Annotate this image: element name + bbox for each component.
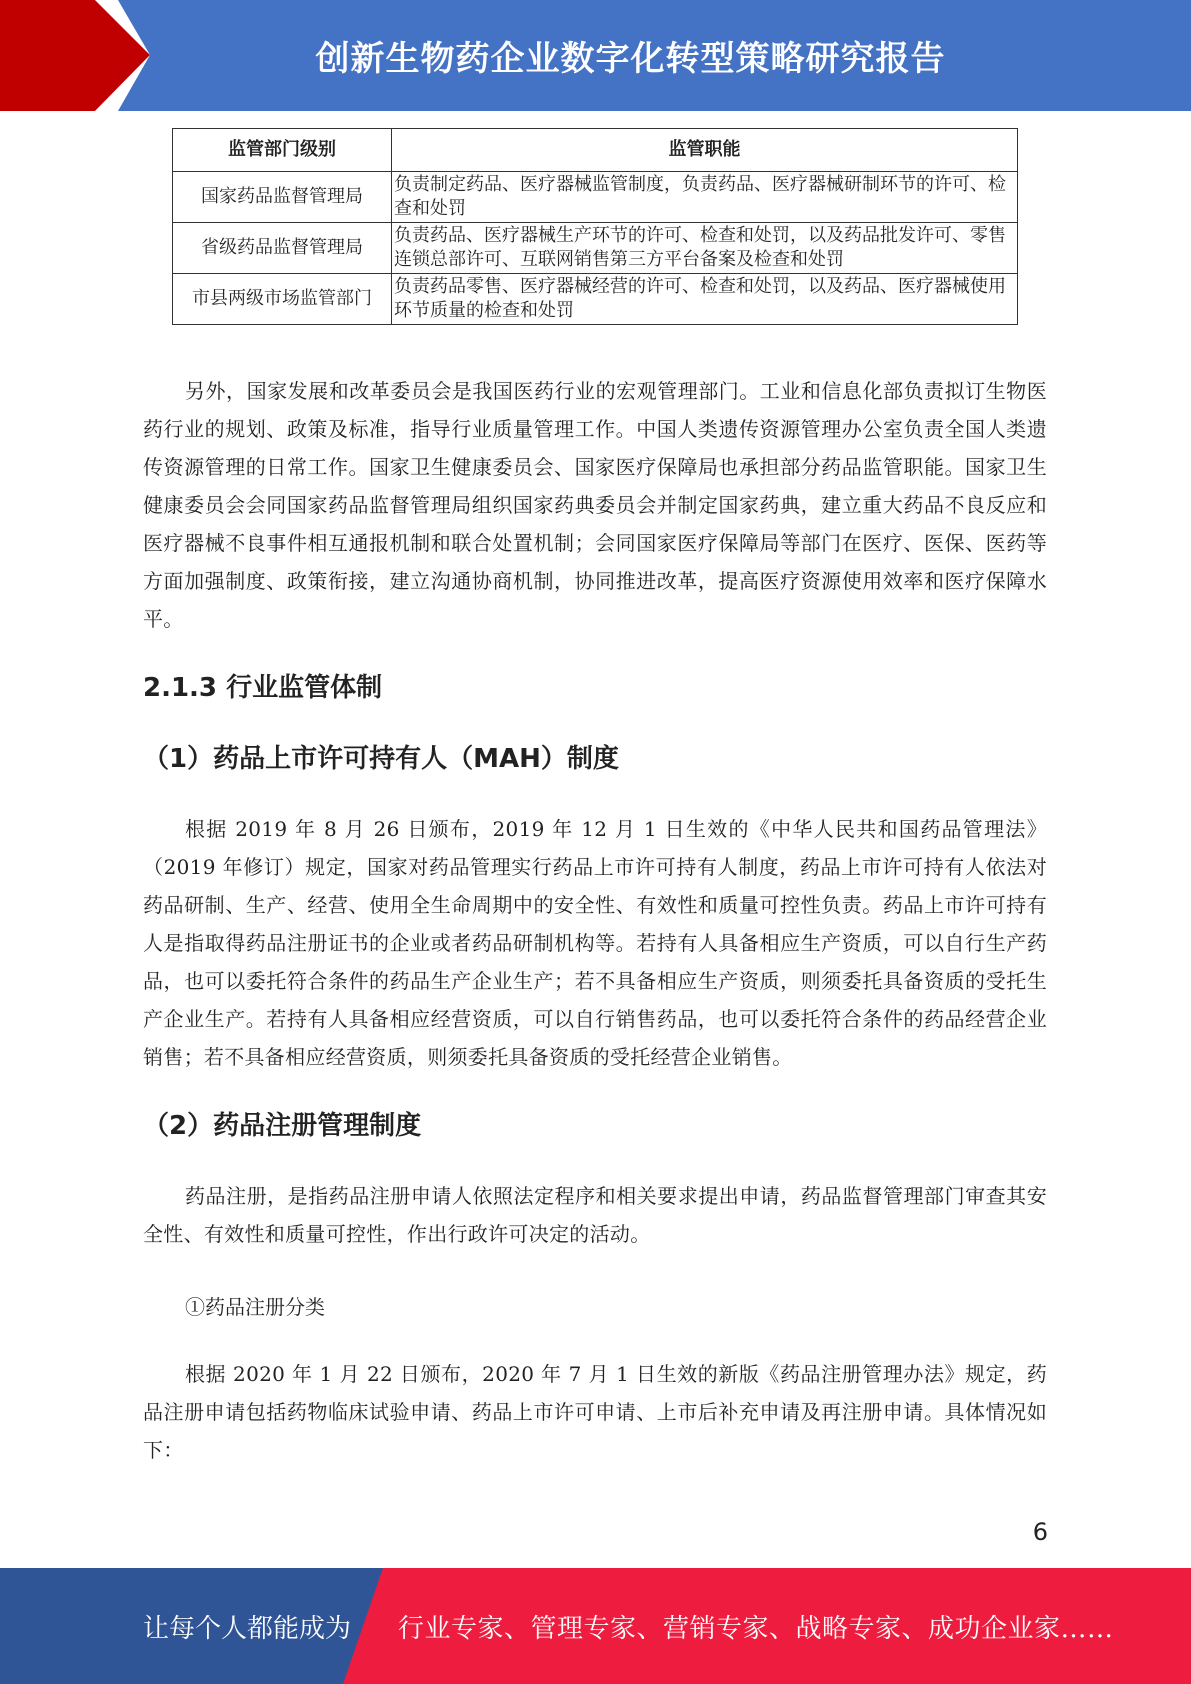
page-header (0, 0, 1191, 111)
subsection-heading-mah: （1）药品上市许可持有人（MAH）制度 (143, 744, 619, 774)
subsection-heading-registration: （2）药品注册管理制度 (143, 1111, 422, 1141)
report-title: 创新生物药企业数字化转型策略研究报告 (315, 39, 946, 79)
paragraph-oversight-agencies: 另外，国家发展和改革委员会是我国医药行业的宏观管理部门。工业和信息化部负责拟订生物医药行业的规划、政策及标准，指导行业质量管理工作。中国人类遗传资源管理办公室负责全国人类遗传资源管理的日常工作。国家卫生健康委员会、国家医疗保障局也承担部分药品监管职能。国家卫生健康委员会会同国家药品监督管理局组织国家药典委员会并制定国家药典，建立重大药品不良反应和医疗器械不良事件相互通报机制和联合处置机制；会同国家医疗保障局等部门在医疗、医保、医药等方面加强制度、政策衔接，建立沟通协商机制，协同推进改革，提高医疗资源使用效率和医疗保障水平。 (143, 379, 1047, 631)
footer-slogan-right: 行业专家、管理专家、营销专家、战略专家、成功企业家…… (398, 1613, 1114, 1644)
section-heading-2-1-3: 2.1.3 行业监管体制 (143, 673, 383, 703)
table-cell-function: 负责制定药品、医疗器械监管制度，负责药品、医疗器械研制环节的许可、检查和处罚 (392, 172, 1018, 223)
column-header-function: 监管职能 (392, 129, 1018, 172)
column-header-level: 监管部门级别 (173, 129, 392, 172)
table-row (173, 172, 1018, 223)
table-cell-function: 负责药品零售、医疗器械经营的许可、检查和处罚，以及药品、医疗器械使用环节质量的检查和处罚 (392, 274, 1018, 325)
footer-slogan-left: 让每个人都能成为 (143, 1613, 352, 1644)
paragraph-registration-definition: 药品注册，是指药品注册申请人依照法定程序和相关要求提出申请，药品监督管理部门审查其安全性、有效性和质量可控性，作出行政许可决定的活动。 (143, 1184, 1047, 1246)
table-header-row (173, 129, 1018, 172)
regulatory-table (172, 128, 1018, 325)
table-row (173, 223, 1018, 274)
table-cell-level: 市县两级市场监管部门 (173, 274, 392, 325)
table-cell-function: 负责药品、医疗器械生产环节的许可、检查和处罚，以及药品批发许可、零售连锁总部许可、互联网销售第三方平台备案及检查和处罚 (392, 223, 1018, 274)
page-footer (0, 1568, 1191, 1684)
page-number: 6 (1032, 1518, 1048, 1546)
table-cell-level: 国家药品监督管理局 (173, 172, 392, 223)
table-cell-level: 省级药品监督管理局 (173, 223, 392, 274)
paragraph-registration-rules: 根据 2020 年 1 月 22 日颁布，2020 年 7 月 1 日生效的新版《药品注册管理办法》规定，药品注册申请包括药物临床试验申请、药品上市许可申请、上市后补充申请及再注册申请。具体情况如下： (143, 1362, 1047, 1462)
item-registration-classification: ①药品注册分类 (185, 1295, 325, 1319)
paragraph-mah-system: 根据 2019 年 8 月 26 日颁布，2019 年 12 月 1 日生效的《中华人民共和国药品管理法》（2019 年修订）规定，国家对药品管理实行药品上市许可持有人制度，药品上市许可持有人依法对药品研制、生产、经营、使用全生命周期中的安全性、有效性和质量可控性负责。药品上市许可持有人是指取得药品注册证书的企业或者药品研制机构等。若持有人具备相应生产资质，可以自行生产药品，也可以委托符合条件的药品生产企业生产；若不具备相应生产资质，则须委托具备资质的受托生产企业生产。若持有人具备相应经营资质，可以自行销售药品，也可以委托符合条件的药品经营企业销售；若不具备相应经营资质，则须委托具备资质的受托经营企业销售。 (143, 817, 1047, 1069)
table-row (173, 274, 1018, 325)
